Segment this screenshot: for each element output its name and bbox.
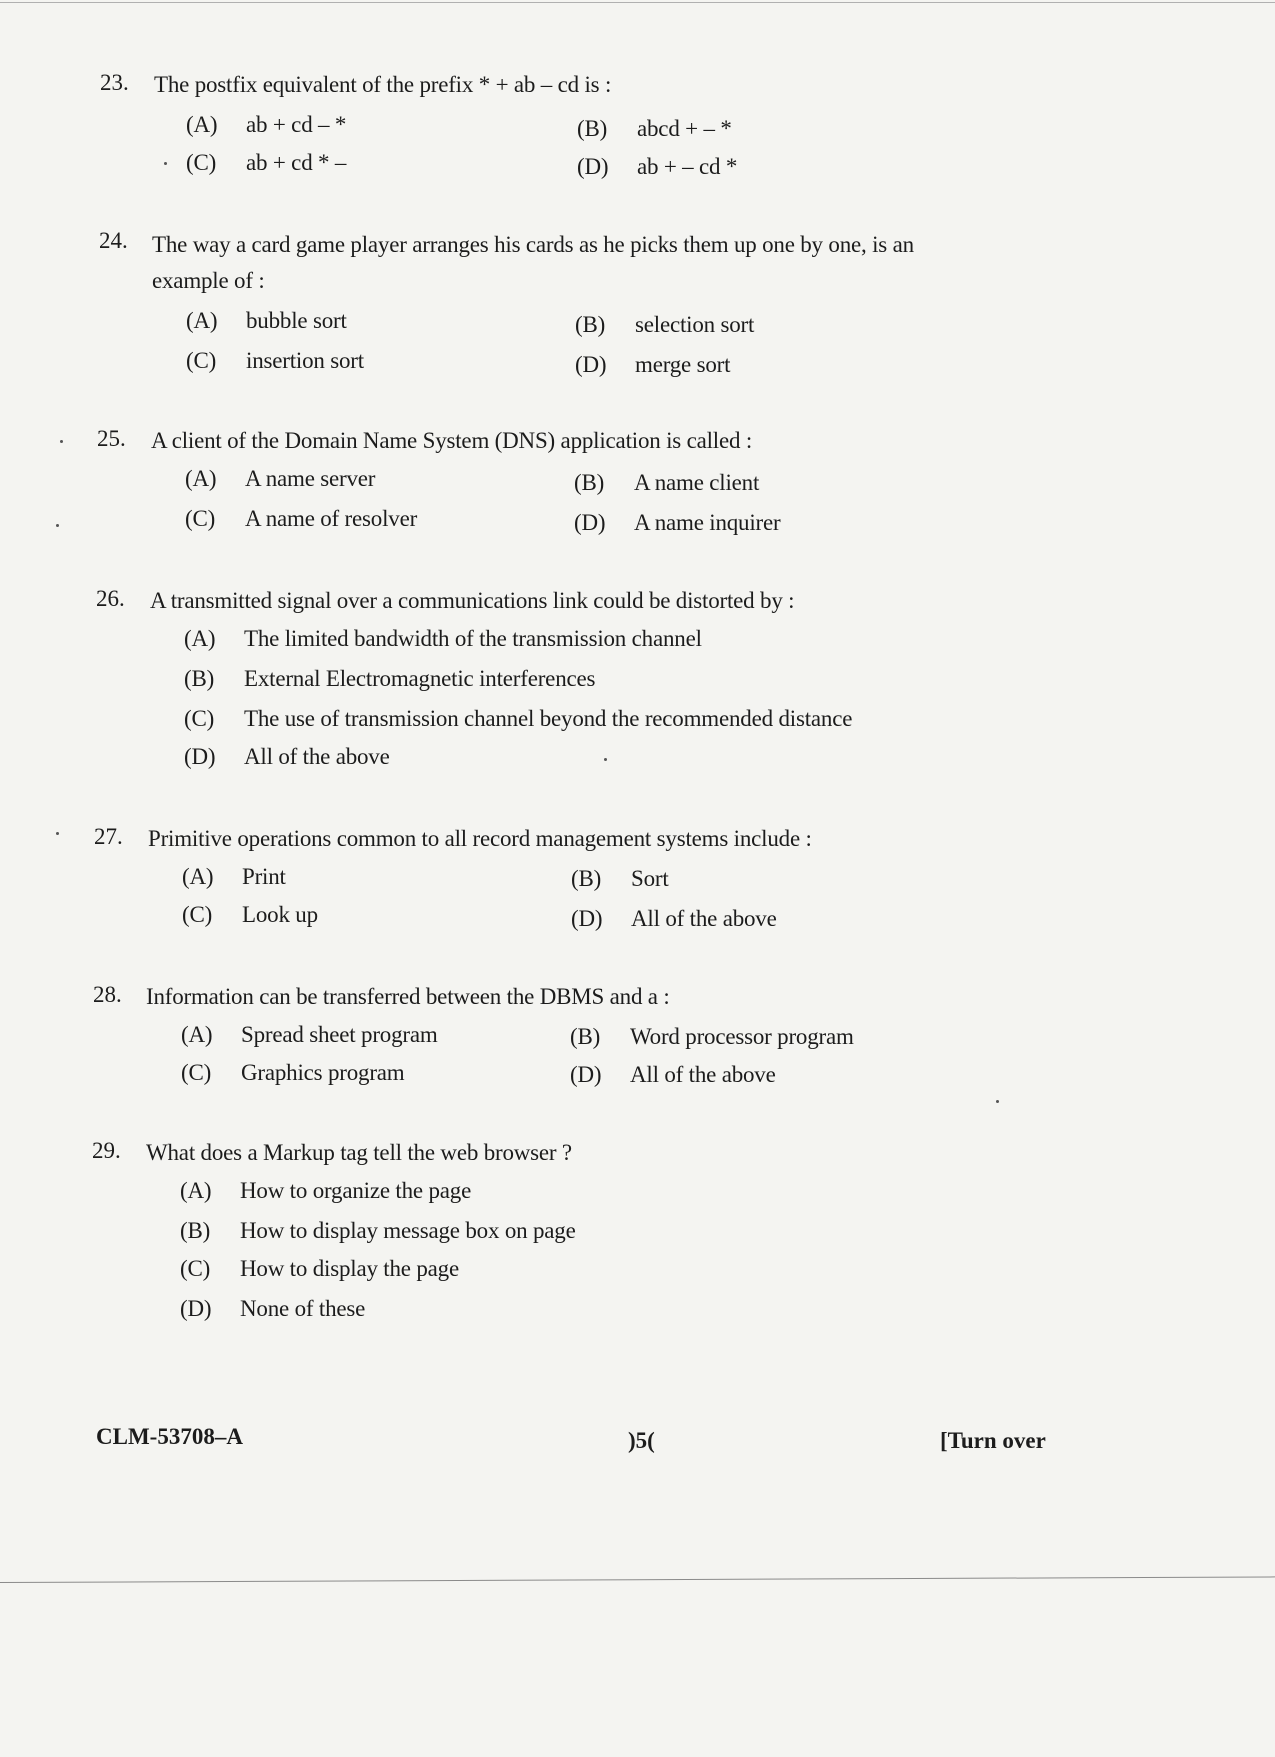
- question-text: Information can be transferred between the DBMS and a :: [146, 984, 670, 1009]
- option-text: A name server: [245, 466, 376, 491]
- option-b: [574, 470, 759, 496]
- paper-code: CLM-53708–A: [96, 1424, 243, 1449]
- option-label: (A): [180, 1178, 212, 1203]
- option-text: External Electromagnetic interferences: [244, 666, 596, 691]
- option-label: (B): [184, 666, 215, 691]
- option-text: insertion sort: [246, 348, 364, 373]
- option-label: (A): [186, 112, 218, 137]
- option-d: [571, 906, 777, 932]
- option-text: A name client: [634, 470, 760, 495]
- option-label: (C): [180, 1256, 211, 1281]
- option-text: How to organize the page: [240, 1178, 472, 1203]
- scan-speck: [164, 162, 167, 165]
- option-label: (C): [185, 506, 216, 531]
- option-label: (A): [182, 864, 214, 889]
- option-text: None of these: [240, 1296, 366, 1321]
- option-text: abcd + – *: [637, 116, 732, 141]
- bottom-edge-rule: [0, 1576, 1275, 1583]
- option-b: [570, 1024, 854, 1050]
- option-text: bubble sort: [246, 308, 347, 333]
- top-edge-rule: [0, 2, 1275, 3]
- scan-speck: [60, 440, 63, 443]
- option-a: [185, 466, 375, 492]
- option-text: Word processor program: [630, 1024, 854, 1049]
- option-label: (C): [186, 348, 217, 373]
- option-b: [180, 1218, 576, 1244]
- option-label: (B): [577, 116, 608, 141]
- question-number: 29.: [92, 1138, 121, 1163]
- question-text-line-2: example of :: [152, 268, 265, 293]
- option-label: (D): [575, 352, 607, 377]
- option-text: merge sort: [635, 352, 731, 377]
- option-c: [185, 506, 417, 532]
- turn-over-note: [Turn over: [940, 1428, 1046, 1453]
- option-text: Sort: [631, 866, 669, 891]
- option-text: Look up: [242, 902, 318, 927]
- question-text: The postfix equivalent of the prefix * + ab – cd is :: [154, 72, 612, 97]
- option-a: [186, 112, 346, 138]
- page-number: )5(: [628, 1428, 655, 1453]
- question-number: 24.: [99, 228, 128, 253]
- option-label: (C): [181, 1060, 212, 1085]
- option-b: [571, 866, 669, 892]
- question-number: 23.: [100, 70, 129, 95]
- option-text: The use of transmission channel beyond the recommended distance: [244, 706, 853, 731]
- question-number: 26.: [96, 586, 125, 611]
- option-c: [186, 150, 346, 176]
- option-text: All of the above: [244, 744, 390, 769]
- option-label: (B): [570, 1024, 601, 1049]
- option-c: [184, 706, 852, 732]
- option-label: (B): [574, 470, 605, 495]
- option-c: [182, 902, 318, 928]
- question-number: 28.: [93, 982, 122, 1007]
- option-text: Spread sheet program: [241, 1022, 438, 1047]
- question-number: 25.: [97, 426, 126, 451]
- scan-speck: [996, 1100, 999, 1103]
- question-text: What does a Markup tag tell the web browser ?: [146, 1140, 572, 1165]
- option-d: [575, 352, 730, 378]
- option-label: (A): [181, 1022, 213, 1047]
- option-text: How to display the page: [240, 1256, 459, 1281]
- option-label: (C): [184, 706, 215, 731]
- option-text: ab + cd * –: [246, 150, 347, 175]
- option-d: [570, 1062, 776, 1088]
- option-label: (C): [186, 150, 217, 175]
- question-text: A client of the Domain Name System (DNS) application is called :: [151, 428, 753, 453]
- option-a: [182, 864, 286, 890]
- option-text: A name inquirer: [634, 510, 781, 535]
- scan-speck: [56, 524, 59, 527]
- option-b: [577, 116, 732, 142]
- option-text: Graphics program: [241, 1060, 405, 1085]
- option-text: selection sort: [635, 312, 755, 337]
- scan-speck: [56, 832, 59, 835]
- option-label: (D): [180, 1296, 212, 1321]
- option-text: ab + cd – *: [246, 112, 347, 137]
- option-d: [577, 154, 737, 180]
- question-number: 27.: [94, 824, 123, 849]
- option-label: (C): [182, 902, 213, 927]
- option-label: (D): [570, 1062, 602, 1087]
- option-c: [186, 348, 364, 374]
- question-text: A transmitted signal over a communications link could be distorted by :: [150, 588, 795, 613]
- option-d: [574, 510, 780, 536]
- option-text: All of the above: [631, 906, 777, 931]
- option-text: Print: [242, 864, 286, 889]
- option-label: (D): [571, 906, 603, 931]
- option-a: [181, 1022, 438, 1048]
- option-a: [180, 1178, 471, 1204]
- option-label: (A): [186, 308, 218, 333]
- option-c: [180, 1256, 459, 1282]
- option-label: (B): [180, 1218, 211, 1243]
- question-text-line-1: The way a card game player arranges his cards as he picks them up one by one, is an: [152, 232, 914, 257]
- option-d: [184, 744, 390, 770]
- option-text: The limited bandwidth of the transmission channel: [244, 626, 702, 651]
- scan-speck: [604, 758, 607, 761]
- question-text: Primitive operations common to all record management systems include :: [148, 826, 812, 851]
- option-label: (A): [184, 626, 216, 651]
- option-label: (B): [571, 866, 602, 891]
- option-text: All of the above: [630, 1062, 776, 1087]
- option-label: (A): [185, 466, 217, 491]
- option-text: How to display message box on page: [240, 1218, 576, 1243]
- option-b: [575, 312, 754, 338]
- option-text: A name of resolver: [245, 506, 418, 531]
- option-d: [180, 1296, 365, 1322]
- option-a: [184, 626, 702, 652]
- option-label: (B): [575, 312, 606, 337]
- option-label: (D): [577, 154, 609, 179]
- option-a: [186, 308, 347, 334]
- option-label: (D): [184, 744, 216, 769]
- option-text: ab + – cd *: [637, 154, 738, 179]
- option-label: (D): [574, 510, 606, 535]
- option-c: [181, 1060, 405, 1086]
- option-b: [184, 666, 595, 692]
